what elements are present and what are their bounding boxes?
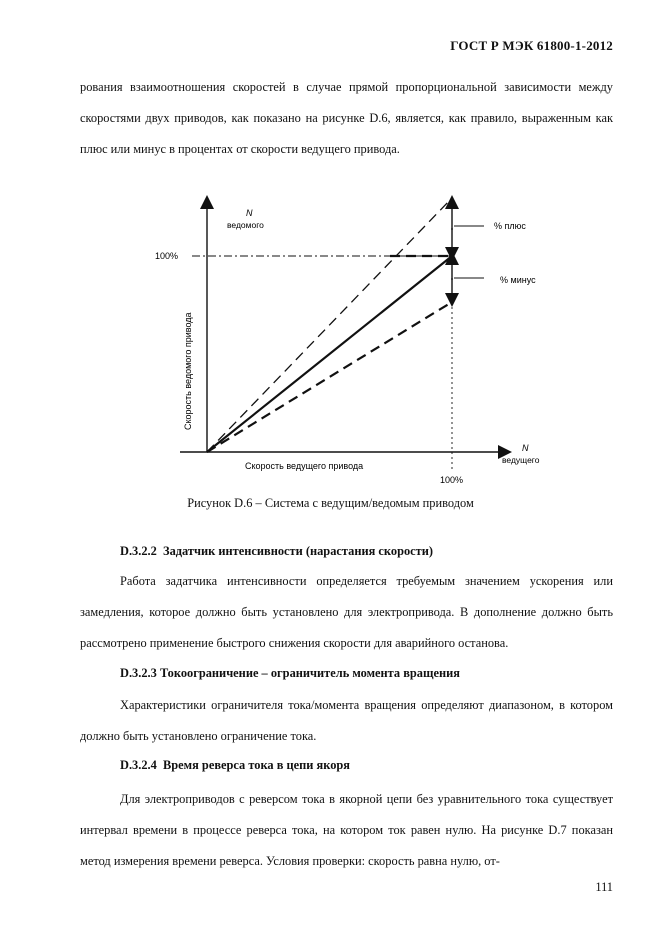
figure-d6 <box>150 180 570 485</box>
x-axis-title: Скорость ведущего привода <box>245 461 364 471</box>
section-title: Токоограничение – ограничитель момента вращения <box>159 666 460 680</box>
section-title: Время реверса тока в цепи якоря <box>163 758 350 772</box>
section-number: D.3.2.2 <box>120 544 157 558</box>
x-axis-symbol: N <box>522 443 529 453</box>
intro-paragraph: рования взаимоотношения скоростей в случае прямой пропорциональной зависимости между скоростями двух приводов, как показано на рисунке D.6, является, как правило, выраженным как плюс или минус в процентах от скорости ведущего привода. <box>80 80 613 156</box>
y-axis-sub: ведомого <box>227 220 264 230</box>
x-tick-label: 100% <box>440 475 464 485</box>
section-text-d3-2-3: Характеристики ограничителя тока/момента вращения определяют диапазоном, в котором должно быть установлено ограничение тока. <box>80 698 613 743</box>
nominal-line <box>207 256 452 452</box>
section-text-d3-2-4: Для электроприводов с реверсом тока в якорной цепи без уравнительного тока существует интервал времени в процессе реверса тока, на котором ток равен нулю. На рисунке D.7 показан метод измерения времени реверса. Условия проверки: скорость равна нулю, от- <box>80 792 613 868</box>
section-heading-d3-2-2 <box>120 544 433 559</box>
y-tick-label: 100% <box>155 251 179 261</box>
x-axis-sub: ведущего <box>502 455 540 465</box>
section-heading-d3-2-3 <box>120 666 460 681</box>
section-number: D.3.2.4 <box>120 758 157 772</box>
section-title: Задатчик интенсивности (нарастания скорости) <box>163 544 434 558</box>
section-number: D.3.2.3 <box>120 666 157 680</box>
document-header: ГОСТ Р МЭК 61800-1-2012 <box>450 38 613 53</box>
section-heading-d3-2-4 <box>120 758 350 773</box>
minus-label: % минус <box>500 275 536 285</box>
plus-label: % плюс <box>494 221 526 231</box>
y-axis-symbol: N <box>246 208 253 218</box>
figure-caption: Рисунок D.6 – Система с ведущим/ведомым приводом <box>187 496 474 510</box>
master-slave-diagram <box>150 180 570 485</box>
page-number: 111 <box>595 880 613 894</box>
y-axis-title: Скорость ведомого привода <box>183 312 193 430</box>
section-text-d3-2-2: Работа задатчика интенсивности определяется требуемым значением ускорения или замедления, которое должно быть установлено для электропривода. В дополнение должно быть рассмотрено применение быстрого снижения скорости для аварийного останова. <box>80 574 613 650</box>
